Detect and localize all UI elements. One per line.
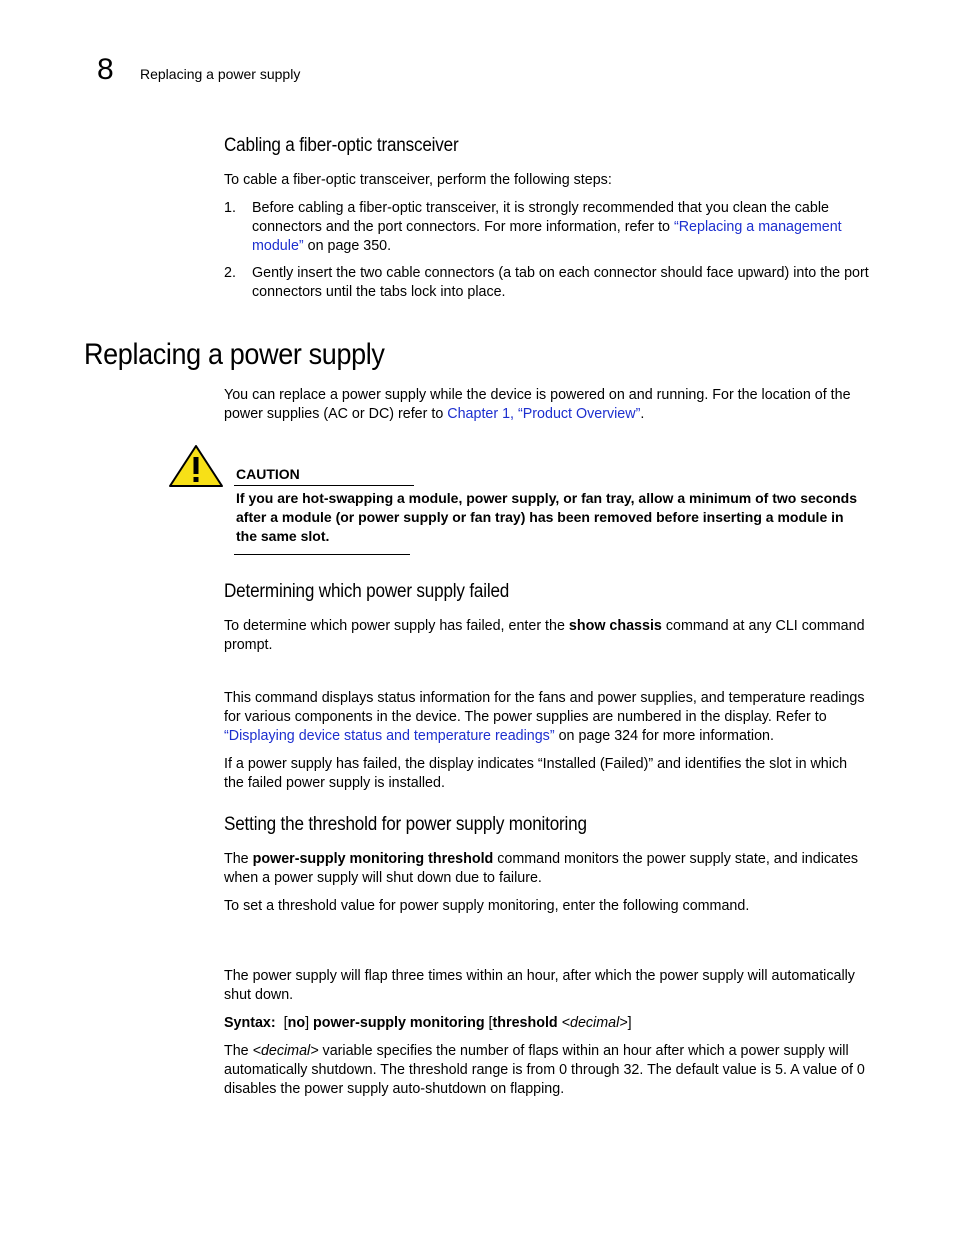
- caution-text: If you are hot-swapping a module, power supply, or fan tray, allow a minimum of two seconds after a module (or power supply or fan tray) has been removed before inserting a module in the same slot.: [236, 490, 858, 544]
- syntax-bracket: [: [283, 1015, 288, 1031]
- step-number: 1.: [224, 200, 236, 216]
- paragraph-text-tail: on page 324 for more information.: [554, 728, 774, 744]
- syntax-threshold: threshold: [492, 1015, 558, 1031]
- replacing-intro: [224, 386, 869, 424]
- syntax-bracket: [: [484, 1015, 493, 1031]
- paragraph-text-tail: command monitors the power supply state, and indicates when a power supply will shut down due to failure.: [224, 851, 859, 886]
- threshold-paragraph-1: [224, 850, 869, 888]
- threshold-paragraph-4: [224, 1042, 869, 1099]
- paragraph-text: To determine which power supply has failed, enter the: [224, 618, 569, 634]
- caution-label: CAUTION: [236, 466, 300, 482]
- step-number: 2.: [224, 265, 236, 281]
- determining-paragraph-1: [224, 617, 869, 655]
- decimal-variable: <decimal>: [252, 1043, 319, 1059]
- step-text: Before cabling a fiber-optic transceiver, it is strongly recommended that you clean the cable connectors and the port connectors. For more information, refer to: [252, 200, 829, 235]
- syntax-label: Syntax:: [224, 1015, 276, 1031]
- paragraph-text: This command displays status information for the fans and power supplies, and temperature readings for various components in the device. The power supplies are numbered in the display. Refer to: [224, 690, 865, 725]
- paragraph-text: The: [224, 851, 253, 867]
- syntax-variable: <decimal>: [561, 1015, 628, 1031]
- paragraph-text-tail: command at any CLI command prompt.: [224, 618, 865, 653]
- command-threshold: power-supply monitoring threshold: [252, 851, 494, 867]
- command-show-chassis: show chassis: [568, 618, 662, 634]
- threshold-paragraph-2: To set a threshold value for power supply monitoring, enter the following command.: [224, 898, 750, 914]
- running-title: Replacing a power supply: [140, 66, 301, 82]
- section-heading-determining: Determining which power supply failed: [224, 581, 510, 602]
- cabling-intro: To cable a fiber-optic transceiver, perform the following steps:: [224, 172, 612, 188]
- intro-text-tail: .: [640, 406, 645, 422]
- paragraph-text-tail: variable specifies the number of flaps within an hour after which a power supply will automatically shutdown. The threshold range is from 0 through 32. The default value is 5. A value of 0 disables the power supply auto-shutdown on flapping.: [224, 1043, 865, 1097]
- intro-text: You can replace a power supply while the device is powered on and running. For the location of the power supplies (AC or DC) refer to: [224, 387, 851, 422]
- syntax-line: [224, 1014, 869, 1033]
- syntax-command: power-supply monitoring: [313, 1015, 485, 1031]
- step-text-tail: on page 350.: [303, 238, 392, 254]
- threshold-paragraph-3: The power supply will flap three times within an hour, after which the power supply will automatically shut down.: [224, 968, 855, 1003]
- list-item: Gently insert the two cable connectors (a tab on each connector should face upward) into the port connectors until the tabs lock into place.: [252, 265, 869, 300]
- syntax-no: no: [287, 1015, 306, 1031]
- caution-top-rule: [234, 485, 414, 486]
- caution-bottom-rule: [234, 554, 410, 555]
- section-heading-threshold: Setting the threshold for power supply monitoring: [224, 814, 587, 835]
- paragraph-text: The: [224, 1043, 253, 1059]
- syntax-bracket: ]: [305, 1015, 314, 1031]
- determining-paragraph-3: If a power supply has failed, the display indicates “Installed (Failed)” and identifies the slot in which the failed power supply is installed.: [224, 756, 848, 791]
- syntax-bracket: ]: [627, 1015, 632, 1031]
- device-status-link[interactable]: “Displaying device status and temperature readings”: [224, 728, 555, 744]
- product-overview-link[interactable]: Chapter 1, “Product Overview”: [447, 406, 641, 422]
- list-item: [252, 199, 869, 256]
- warning-triangle-icon: [168, 444, 224, 488]
- chapter-number: 8: [97, 53, 114, 86]
- determining-paragraph-2: [224, 689, 869, 746]
- management-module-link[interactable]: “Replacing a management module”: [252, 219, 842, 254]
- page-title: Replacing a power supply: [84, 338, 385, 371]
- section-heading-cabling: Cabling a fiber-optic transceiver: [224, 135, 459, 156]
